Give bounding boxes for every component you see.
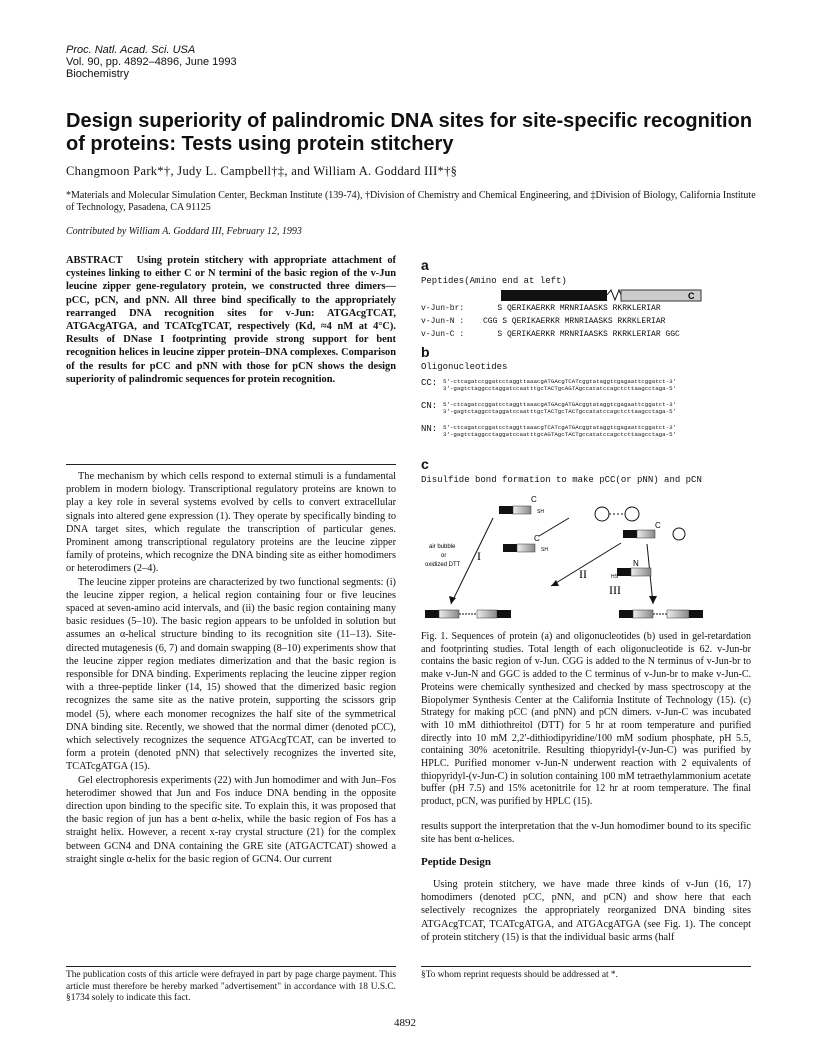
- body-right: [421, 878, 751, 944]
- paragraph: Gel electrophoresis experiments (22) with Jun homodimer and with Jun–Fos heterodimer showed that Jun and Fos induce DNA bending in the opposite direction upon binding to the specific site. To explain this, it was proposed that the basic region of jun has a bent α-helix, while the basic region of Fos has a straight helix. However, a recent x-ray crystal structure (21) for the complex between GCN4 and DNA containing the GRE site (ATGACTCAT) showed a straight single α-helix for the basic region of GCN4. Our current: [66, 774, 396, 865]
- paper-title: Design superiority of palindromic DNA sites for site-specific recognition of proteins: Tests using protein stitchery: [66, 110, 753, 155]
- affiliations: *Materials and Molecular Simulation Center, Beckman Institute (139-74), †Division of Chemistry and Chemical Engineering, and ‡Division of Biology, California Institute of Technology, Pasadena, CA 91125: [66, 190, 756, 213]
- step-III: III: [609, 583, 621, 597]
- paragraph: The mechanism by which cells respond to external stimuli is a fundamental problem in modern biology. Transcriptional regulatory proteins are known to play a key role in several systems evolved by cells to convert extracellular signals into altered gene expression (1). They operate by specifically binding to DNA target sites, which regulate the transcription of particular genes. Prominent among transcriptional regulatory proteins are the leucine zipper family of proteins, which recognize the DNA binding site as either homodimers or heterodimers (2–4).: [66, 471, 396, 575]
- footnote-left: The publication costs of this article were defrayed in part by page charge payment. This article must therefore be hereby marked "advertisement" in accordance with 18 U.S.C. §1734 solely to indicate this fact.: [66, 970, 396, 1003]
- panel-b-label: b: [421, 344, 430, 360]
- oligo-title: Oligonucleotides: [421, 362, 508, 372]
- footnote-divider-right: [421, 966, 751, 967]
- peptides-title: Peptides(Amino end at left): [421, 276, 567, 286]
- journal-volume: Vol. 90, pp. 4892–4896, June 1993: [66, 56, 237, 68]
- panel-a-label: a: [421, 257, 429, 273]
- page-number: 4892: [394, 1017, 416, 1029]
- linker-icon: [607, 290, 621, 300]
- step-I: I: [477, 549, 481, 563]
- basic-region-bar: [501, 290, 607, 301]
- disulfide-diagram: [421, 488, 751, 628]
- paragraph: Using protein stitchery, we have made three kinds of v-Jun (16, 17) homodimers (denoted pCC, pNN, and pCN) and show here that each selectively recognizes the appropriately reorganized DNA binding sites ATGAcgTCAT, TCATcgATGA, and ATGAcgATGA (see Fig. 1). The concept of protein stitchery (15) is that the individual basic arms (half: [421, 879, 751, 943]
- paragraph: The leucine zipper proteins are characterized by two functional segments: (i) the leucine zipper region, a helical region containing four or five leucines spaced at seven-amino acid intervals, and (ii) the basic region containing many basic residues (5–10). The basic region appears to be unfolded in solution but assumes an α-helical structure binding to its recognition site (11–13). Site-directed mutagenesis (6, 7) and domain swapping (8–10) experiments show that the leucine zipper region mediates dimerization and that the basic region is responsible for DNA binding. Experiments replacing the leucine zipper region with a three-peptide linker (14, 15) showed that the dimerized basic region recognizes the same site as the native protein, supporting the scissors grip model (5), where each monomer recognizes the half site of the symmetrical DNA binding site. Recently, we showed that the normal dimer (denoted pCC), which selectively recognizes the sequence ATGAcgTCAT, can be inverted to form a protein (denoted pNN) that selectively recognizes the inverted site, TCATcgATGA (15).: [66, 576, 396, 773]
- abstract-label: ABSTRACT: [66, 255, 123, 266]
- c-terminus-label: C: [688, 291, 695, 301]
- peptide-row: v-Jun-br: S QERIKAERKR MRNRIAASKS RKRKLERIAR: [421, 304, 661, 313]
- oligo-list: [421, 378, 676, 438]
- peptide-row: v-Jun-N : CGG S QERIKAERKR MRNRIAASKS RKRKLERIAR: [421, 317, 666, 326]
- svg-text:C: C: [534, 534, 540, 543]
- oligo-row: CN: 5'-ctcagatccggatcctaggttaaacgATGAcgATGAcggtataggtcgagaattcggatct-3' 3'-gagtctaggcctaggatccaatttgcTACTgcTACTgccatatccagctcttaagcctaga-5': [421, 401, 677, 415]
- peptide-list: [421, 304, 680, 339]
- svg-text:C: C: [655, 521, 661, 530]
- footnote-right: §To whom reprint requests should be addressed at *.: [421, 970, 618, 980]
- svg-text:oxidized DTT: oxidized DTT: [425, 562, 461, 568]
- journal-header: [66, 44, 237, 80]
- body-left: [66, 470, 396, 866]
- abstract: [66, 254, 396, 386]
- c-label: C: [531, 495, 537, 504]
- svg-text:SH: SH: [537, 509, 544, 515]
- body-right-top: results support the interpretation that the v-Jun homodimer bound to its specific site has bent α-helices.: [421, 821, 751, 846]
- oligo-row: CC: 5'-ctcagatccggatcctaggttaaacgATGAcgTCATcggtataggtcgagaattcggatct-3' 3'-gagtctaggcctaggatccaatttgcTACTgcAGTAgccatatccagctcttaagcctaga-5': [421, 378, 677, 392]
- peptide-row: v-Jun-C : S QERIKAERKR MRNRIAASKS RKRKLERIAR GGC: [421, 330, 680, 339]
- abstract-divider: [66, 464, 396, 465]
- abstract-text: Using protein stitchery with appropriate attachment of cysteines linking to either C or N termini of the basic region of the v-Jun leucine zipper gene-regulatory protein, we constructed three dimers—pCC, pCN, and pNN. All three bind specifically to the appropriately rearranged DNA recognition sites for v-Jun: ATGAcgTCAT, ATGAcgATGA, and TCATcgTCAT, respectively (Kd, ≈4 nM at 4°C). Results of DNase I footprinting provide strong support for bent recognition helices in leucine zipper protein–DNA complexes. Comparison of the results for pCC and pNN with those for pCN shows the design superiority of palindromic sequences for protein recognition.: [66, 255, 396, 385]
- journal-section: Biochemistry: [66, 68, 129, 80]
- oligo-row: NN: 5'-ctcagatccggatcctaggttaaacgTCATcgATGAcggtataggtcgagaattcggatct-3' 3'-gagtctaggcctaggatccaatttgcAGTAgcTACTgccatatccagctcttaagcctaga-5': [421, 424, 677, 438]
- svg-text:HS: HS: [611, 574, 618, 580]
- air-bubble-label: air bubble: [429, 544, 456, 550]
- contributed-by: Contributed by William A. Goddard III, February 12, 1993: [66, 226, 302, 237]
- svg-text:or: or: [441, 553, 447, 559]
- footnote-divider: [66, 966, 396, 967]
- panel-c-label: c: [421, 456, 429, 472]
- disulfide-title: Disulfide bond formation to make pCC(or pNN) and pCN: [421, 475, 702, 485]
- authors: Changmoon Park*†, Judy L. Campbell†‡, and William A. Goddard III*†§: [66, 164, 458, 178]
- section-heading: Peptide Design: [421, 856, 491, 868]
- figure-caption: Fig. 1. Sequences of protein (a) and oligonucleotides (b) used in gel-retardation and footprinting studies. Total length of each oligonucleotide is 62. v-Jun-br contains the basic region of v-Jun. CGG is added to the N terminus of v-Jun-br to make v-Jun-N and GGC is added to the C terminus of v-Jun-br to make v-Jun-C. Proteins were chemically synthesized and checked by mass spectroscopy at the Biopolymer Synthesis Center at the California Institute of Technology (15). (c) Strategy for making pCC (and pNN) and pCN dimers. v-Jun-C was incubated with 10 mM dithiothreitol (DTT) for 5 hr at room temperature and purified directly into 10 mM 2,2′-dithiodipyridine/100 mM sodium phosphate, pH 5.5, containing 30% acetonitrile. Resulting thiopyridyl-(v-Jun-C) was purified by HPLC. Purified monomer v-Jun-N underwent reaction with 2 equivalents of thiopyridyl-(v-Jun-C) in solution containing 100 mM tetraethylammonium acetate buffer (pH 7.5) and 15% acetonitrile for 12 hr at room temperature. The final product, pCN, was purified by HPLC (15).: [421, 631, 751, 808]
- step-II: II: [579, 567, 587, 581]
- svg-text:N: N: [633, 559, 639, 568]
- svg-text:SH: SH: [541, 547, 548, 553]
- journal-name: Proc. Natl. Acad. Sci. USA: [66, 44, 196, 56]
